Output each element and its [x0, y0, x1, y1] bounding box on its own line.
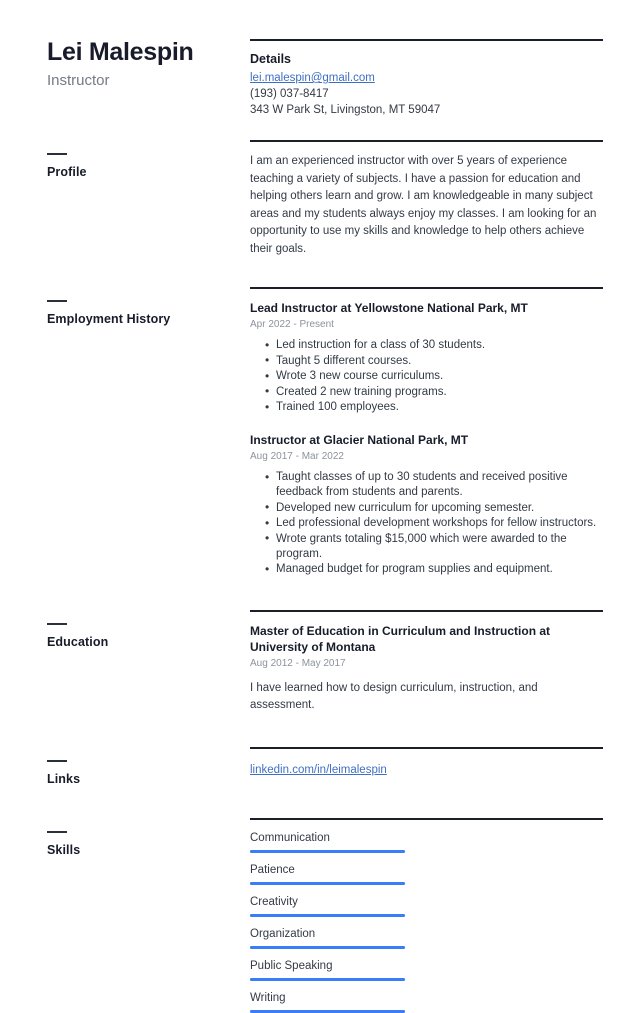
- linkedin-link[interactable]: linkedin.com/in/leimalespin: [250, 763, 387, 776]
- candidate-name: Lei Malespin: [47, 38, 194, 66]
- links-label: Links: [47, 771, 81, 786]
- bullet-item: • Developed new curriculum for upcoming semester.: [276, 501, 603, 516]
- skill-level-fill: [250, 1010, 405, 1013]
- skill-level-track: [250, 946, 405, 949]
- education-section: [0, 610, 640, 714]
- section-dash-icon: [47, 831, 67, 833]
- details-email-row: [250, 70, 603, 86]
- employment-label: Employment History: [47, 312, 171, 326]
- skill-name: Creativity: [250, 895, 298, 908]
- entry-title: Lead Instructor at Yellowstone National Park, MT: [250, 301, 528, 315]
- profile-label: Profile: [47, 165, 87, 179]
- skill-level-track: [250, 978, 405, 981]
- skill-row: [250, 863, 603, 885]
- section-rule: [250, 39, 603, 41]
- skill-level-fill: [250, 850, 405, 853]
- skill-level-fill: [250, 882, 405, 885]
- email-link[interactable]: lei.malespin@gmail.com: [250, 72, 375, 84]
- employment-content: [250, 287, 603, 578]
- section-rule: [250, 747, 603, 749]
- profile-label-block: [47, 140, 250, 180]
- employment-entry: [250, 432, 603, 577]
- skills-label-block: [47, 818, 250, 858]
- skill-name: Organization: [250, 927, 316, 940]
- candidate-job-title: Instructor: [47, 71, 110, 89]
- entry-bullet-list: [250, 470, 603, 577]
- profile-text: I am an experienced instructor with over 5 years of experience teaching a variety of subjects. I have a passion for education and helping others learn and grow. I am knowledgeable in many subject areas and my students always enjoy my classes. I am looking for an opportunity to use my skills and knowledge to help others achieve their goals.: [250, 155, 597, 255]
- education-entry: [250, 623, 603, 714]
- education-label: Education: [47, 634, 109, 649]
- skill-name: Public Speaking: [250, 959, 333, 972]
- bullet-item: • Created 2 new training programs.: [276, 385, 603, 400]
- bullet-item: • Wrote 3 new course curriculums.: [276, 369, 603, 384]
- employment-entry: [250, 300, 603, 415]
- bullet-item: • Taught classes of up to 30 students and received positive feedback from students and parents.: [276, 470, 603, 500]
- details-section: [250, 36, 603, 118]
- resume-header: [0, 0, 640, 118]
- links-section: [0, 747, 640, 787]
- profile-section: [0, 140, 640, 258]
- skill-name: Patience: [250, 863, 295, 876]
- links-content: [250, 747, 603, 778]
- skills-content: [250, 818, 603, 1013]
- skill-row: [250, 831, 603, 853]
- bullet-item: • Led instruction for a class of 30 students.: [276, 338, 603, 353]
- identity-block: [47, 36, 250, 90]
- skill-level-track: [250, 882, 405, 885]
- link-row: [250, 760, 603, 778]
- skills-section: [0, 818, 640, 1013]
- section-rule: [250, 287, 603, 289]
- bullet-item: • Trained 100 employees.: [276, 400, 603, 415]
- section-dash-icon: [47, 623, 67, 625]
- skill-row: [250, 959, 603, 981]
- entry-date: Aug 2012 - May 2017: [250, 657, 346, 669]
- entry-bullet-list: [250, 338, 603, 415]
- details-phone: (193) 037-8417: [250, 88, 329, 100]
- skill-level-fill: [250, 978, 405, 981]
- skill-level-fill: [250, 946, 405, 949]
- bullet-item: • Taught 5 different courses.: [276, 354, 603, 369]
- section-dash-icon: [47, 760, 67, 762]
- section-rule: [250, 140, 603, 142]
- skill-level-track: [250, 914, 405, 917]
- skill-level-track: [250, 1010, 405, 1013]
- skill-row: [250, 895, 603, 917]
- entry-date: Aug 2017 - Mar 2022: [250, 451, 344, 462]
- details-heading: Details: [250, 52, 291, 66]
- entry-title: Master of Education in Curriculum and Instruction at University of Montana: [250, 623, 551, 654]
- skill-level-track: [250, 850, 405, 853]
- section-rule: [250, 610, 603, 612]
- bullet-item: • Managed budget for program supplies and equipment.: [276, 562, 603, 577]
- links-label-block: [47, 747, 250, 787]
- bullet-item: • Led professional development workshops for fellow instructors.: [276, 516, 603, 531]
- skill-name: Writing: [250, 991, 286, 1004]
- profile-content: [250, 140, 603, 258]
- entry-description: I have learned how to design curriculum, instruction, and assessment.: [250, 681, 538, 711]
- entry-title: Instructor at Glacier National Park, MT: [250, 433, 469, 447]
- section-dash-icon: [47, 300, 67, 302]
- skill-list: [250, 831, 603, 1013]
- skills-label: Skills: [47, 842, 81, 857]
- employment-section: [0, 287, 640, 578]
- section-dash-icon: [47, 153, 67, 155]
- skill-name: Communication: [250, 831, 330, 844]
- bullet-item: • Wrote grants totaling $15,000 which were awarded to the program.: [276, 532, 603, 562]
- section-rule: [250, 818, 603, 820]
- skill-level-fill: [250, 914, 405, 917]
- skill-row: [250, 991, 603, 1013]
- education-content: [250, 610, 603, 714]
- details-address: 343 W Park St, Livingston, MT 59047: [250, 104, 441, 116]
- education-label-block: [47, 610, 250, 650]
- skill-row: [250, 927, 603, 949]
- employment-label-block: [47, 287, 250, 327]
- entry-date: Apr 2022 - Present: [250, 319, 334, 330]
